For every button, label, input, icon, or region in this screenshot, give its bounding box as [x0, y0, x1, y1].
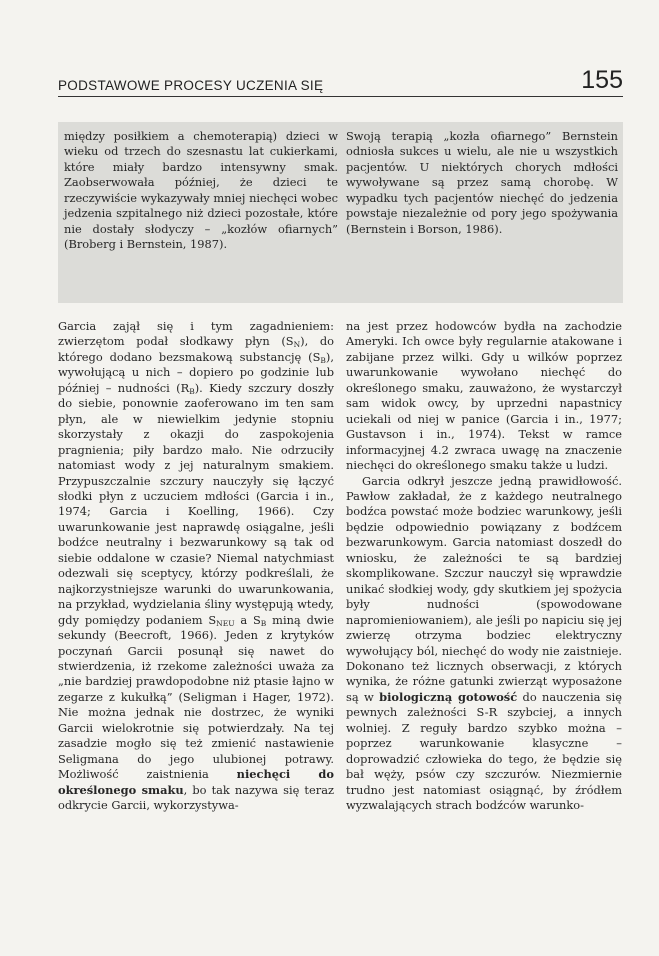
- subscript: B: [320, 355, 326, 365]
- main-right-column: [346, 319, 622, 814]
- info-box-right-column: [346, 129, 618, 237]
- info-box-right-text: Swoją terapią „kozła ofiarnego” Bernstein odniosła sukces u wielu, ale nie u wszystkich pacjentów. U niektórych chorych mdłości wywoływane są przez samą chorobę. W wypadku tych pacjentów niechęć do jedzenia powstaje niezależnie od pory jego spożywania (Bernstein i Borson, 1986).: [346, 129, 618, 236]
- subscript: N: [293, 340, 301, 350]
- body-paragraph: Garcia zajął się i tym zagadnieniem: zwierzętom podał słodkawy płyn $(S_N)$, do którego dodano bezsmakową substancję $(S_B)$, wywołującą u nich – dopiero po godzinie lub później – nudności $(R_B)$. Kiedy szczury doszły do siebie, ponownie zaoferowano im ten sam płyn, ale w niewielkim jedynie stopniu skorzystały z okazji do zaspokojenia pragnienia; piły bardzo mało. Nie odrzuciły natomiast wody z jej naturalnym smakiem. Przypuszczalnie szczury nauczyły się łączyć słodki płyn z uczuciem mdłości (Garcia i in., 1974; Garcia i Koelling, 1966). Czy uwarunkowanie jest naprawdę osiągalne, jeśli bodźce neutralny i bezwarunkowy są tak od siebie oddalone w czasie? Niemal natychmiast odezwali się sceptycy, którzy podkreślali, że najkorzystniejsze warunki do uwarunkowania, na przykład, wydzielania śliny występują wtedy, gdy pomiędzy podaniem $S_{NEU}$ a $S_B$ miną dwie sekundy (Beecroft, 1966). Jeden z krytyków poczynań Garcii posunął się nawet do stwierdzenia, iż rzekome zależności uważa za „nie bardziej prawdopodobne niż ptasie łajno w zegarze z kukułką” (Seligman i Hager, 1972). Nie można jednak nie dostrzec, że wyniki Garcii wielokrotnie się potwierdzały. Na tej zasadzie mogło się też zmienić nastawienie Seligmana do jego ulubionej potrawy. Możliwość zaistnienia niechęci do określonego smaku, bo tak nazywa się teraz odkrycie Garcii, wykorzystywa-: [58, 319, 334, 813]
- main-left-column: [58, 319, 334, 814]
- running-header: [58, 66, 623, 97]
- key-term: biologiczną gotowość: [379, 689, 518, 704]
- page-number: 155: [581, 66, 623, 94]
- subscript: B: [189, 386, 195, 396]
- info-box: [58, 122, 623, 303]
- info-box-left-text: między posiłkiem a chemoterapią) dzieci w wieku od trzech do szesnastu lat cukierkami, które miały bardzo intensywny smak. Zaobserwowała później, że dzieci te rzeczywiście wykazywały mniej niechęci wobec jedzenia szpitalnego niż dzieci pozostałe, które nie dostały słodyczy – „kozłów ofiarnych” (Broberg i Bernstein, 1987).: [64, 129, 338, 252]
- key-term: niechęci do określonego smaku: [58, 767, 334, 797]
- body-paragraph: Garcia odkrył jeszcze jedną prawidłowość. Pawłow zakładał, że z każdego neutralnego bodźca powstać może bodziec warunkowy, jeśli będzie odpowiednio powiązany z bodźcem bezwarunkowym. Garcia natomiast doszedł do wniosku, że zależności te są bardziej skomplikowane. Szczur nauczył się wprawdzie unikać słodkiej wody, gdy skutkiem jej spożycia były nudności (spowodowane napromieniowaniem), ale jeśli po napiciu się jej zwierzę otrzyma bodziec elektryczny wywołujący ból, niechęć do wody nie zaistnieje. Dokonano też licznych obserwacji, z których wynika, że różne gatunki zwierząt wyposażone są w biologiczną gotowość do nauczenia się pewnych zależności S-R szybciej, a innych wolniej. Z reguły bardzo szybko można – poprzez warunkowanie klasyczne – doprowadzić człowieka do tego, że będzie się bał węży, psów czy szczurów. Niezmiernie trudno jest natomiast osiągnąć, by źródłem wyzwalających strach bodźców warunko-: [346, 473, 622, 813]
- subscript: NEU: [216, 618, 235, 628]
- subscript: B: [260, 618, 267, 628]
- chapter-title: PODSTAWOWE PROCESY UCZENIA SIĘ: [58, 78, 324, 93]
- info-box-left-column: [64, 129, 338, 253]
- body-paragraph: na jest przez hodowców bydła na zachodzie Ameryki. Ich owce były regularnie atakowane i zabijane przez wilki. Gdy u wilków poprzez uwarunkowanie wywołano niechęć do określonego smaku, zauważono, że wystarczył sam widok owcy, by uprzedni napastnicy uciekali od niej w panice (Garcia i in., 1977; Gustavson i in., 1974). Tekst w ramce informacyjnej 4.2 zwraca uwagę na znaczenie niechęci do określonego smaku także u ludzi.: [346, 319, 622, 473]
